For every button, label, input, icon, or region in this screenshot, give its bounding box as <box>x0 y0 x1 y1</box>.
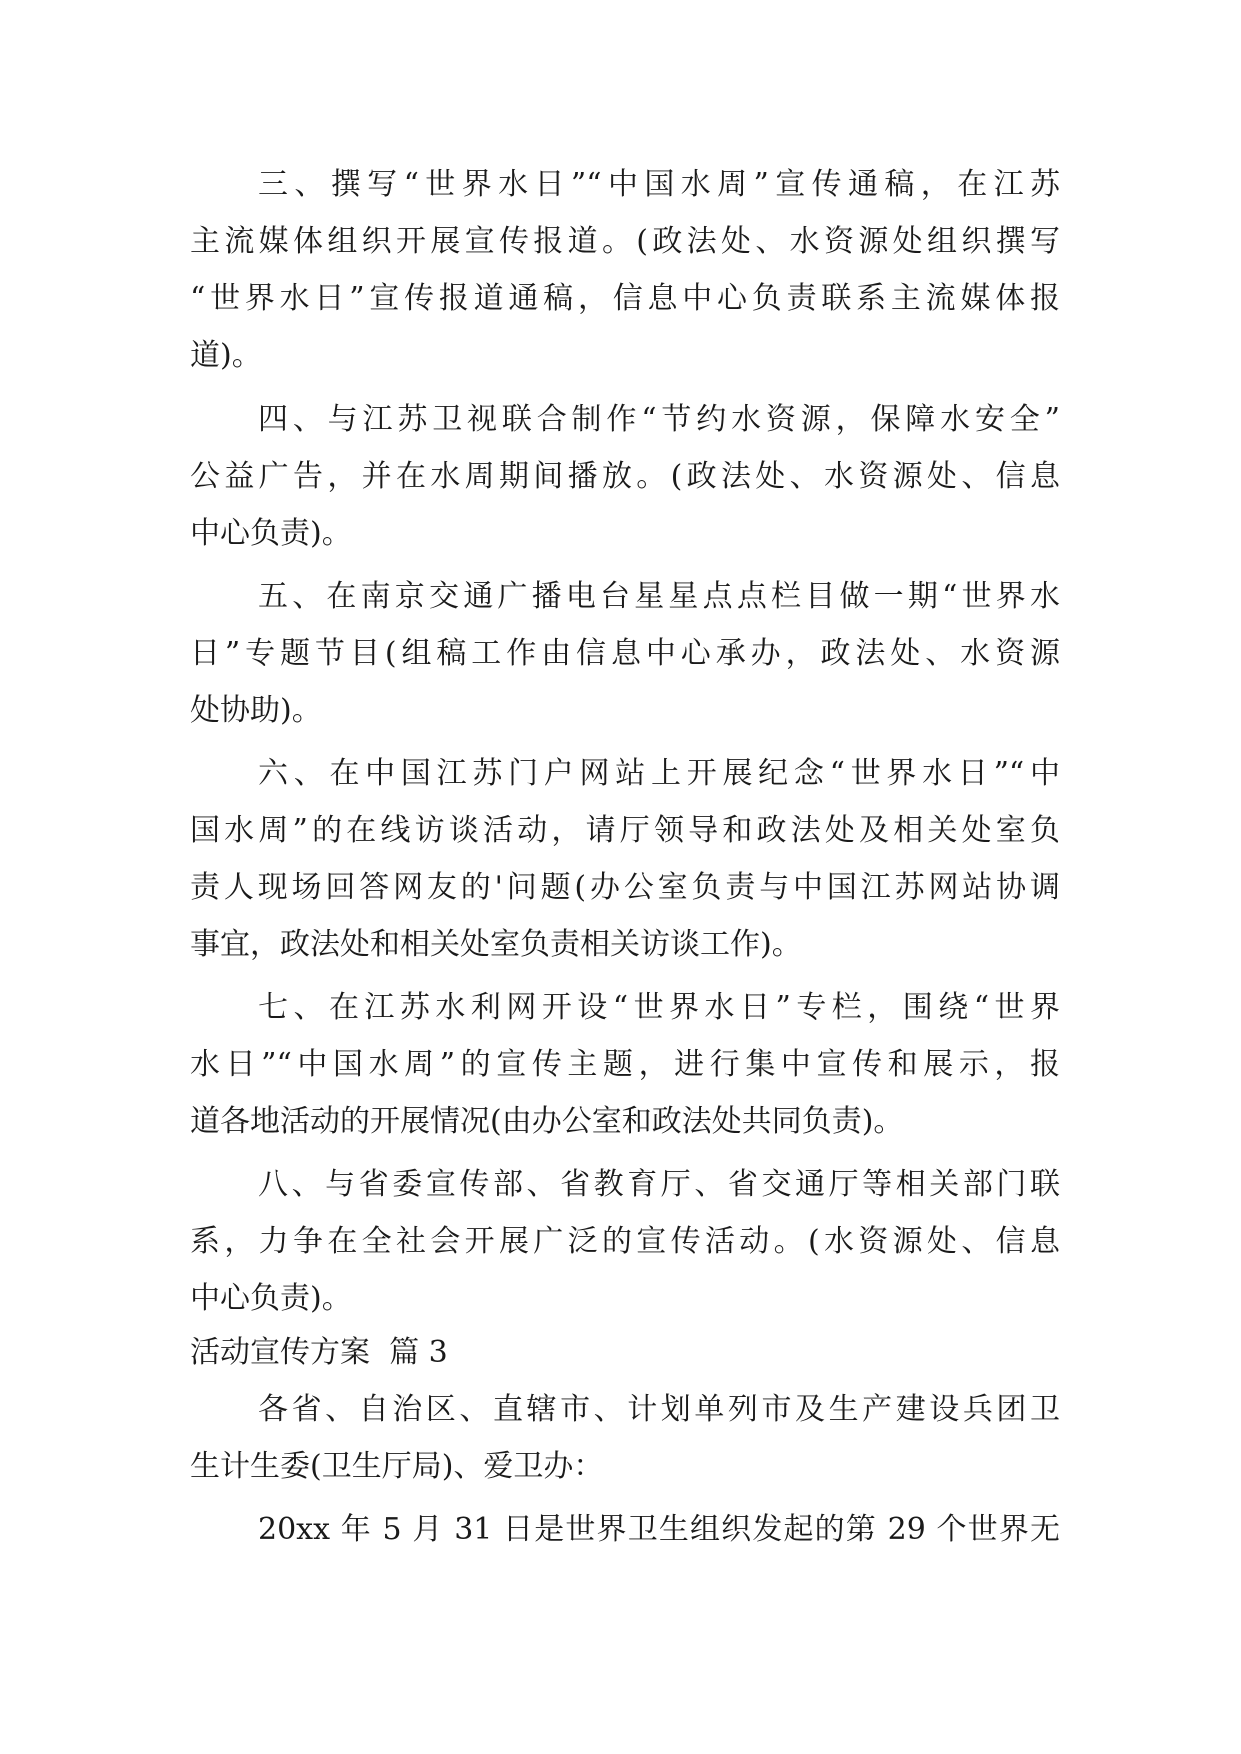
paragraph-5-line-3: 处协助)。 <box>190 693 322 728</box>
paragraph-4-line-2: 公益广告，并在水周期间播放。(政法处、水资源处、信息 <box>190 459 1060 494</box>
paragraph-7-line-2: 水日”“中国水周”的宣传主题，进行集中宣传和展示，报 <box>190 1047 1060 1082</box>
paragraph-8-line-2: 系，力争在全社会开展广泛的宣传活动。(水资源处、信息 <box>190 1224 1060 1259</box>
paragraph-6-line-3: 责人现场回答网友的'问题(办公室负责与中国江苏网站协调 <box>190 870 1060 905</box>
paragraph-3-line-4: 道)。 <box>190 338 262 373</box>
paragraph-5-line-1: 五、在南京交通广播电台星星点点栏目做一期“世界水 <box>258 579 1060 614</box>
paragraph-8-line-3: 中心负责)。 <box>190 1281 352 1316</box>
paragraph-6-line-2: 国水周”的在线访谈活动，请厅领导和政法处及相关处室负 <box>190 813 1060 848</box>
paragraph-6-line-4: 事宜，政法处和相关处室负责相关访谈工作)。 <box>190 927 802 962</box>
paragraph-3-line-2: 主流媒体组织开展宣传报道。(政法处、水资源处组织撰写 <box>190 224 1060 259</box>
paragraph-4-line-3: 中心负责)。 <box>190 516 352 551</box>
notice-line-2: 生计生委(卫生厅局)、爱卫办： <box>190 1449 604 1484</box>
paragraph-8-line-1: 八、与省委宣传部、省教育厅、省交通厅等相关部门联 <box>258 1167 1060 1202</box>
paragraph-4-line-1: 四、与江苏卫视联合制作“节约水资源，保障水安全” <box>258 402 1060 437</box>
paragraph-5-line-2: 日”专题节目(组稿工作由信息中心承办，政法处、水资源 <box>190 636 1060 671</box>
paragraph-3-line-3: “世界水日”宣传报道通稿，信息中心负责联系主流媒体报 <box>190 281 1060 316</box>
paragraph-3-line-1: 三、撰写“世界水日”“中国水周”宣传通稿，在江苏 <box>258 167 1060 202</box>
paragraph-6-line-1: 六、在中国江苏门户网站上开展纪念“世界水日”“中 <box>258 756 1060 791</box>
section-heading: 活动宣传方案 篇 3 <box>190 1335 448 1370</box>
paragraph-7-line-3: 道各地活动的开展情况(由办公室和政法处共同负责)。 <box>190 1104 904 1139</box>
notice-body-line-1: 20xx 年 5 月 31 日是世界卫生组织发起的第 29 个世界无 <box>258 1512 1060 1547</box>
paragraph-7-line-1: 七、在江苏水利网开设“世界水日”专栏，围绕“世界 <box>258 990 1060 1025</box>
notice-line-1: 各省、自治区、直辖市、计划单列市及生产建设兵团卫 <box>258 1392 1060 1427</box>
